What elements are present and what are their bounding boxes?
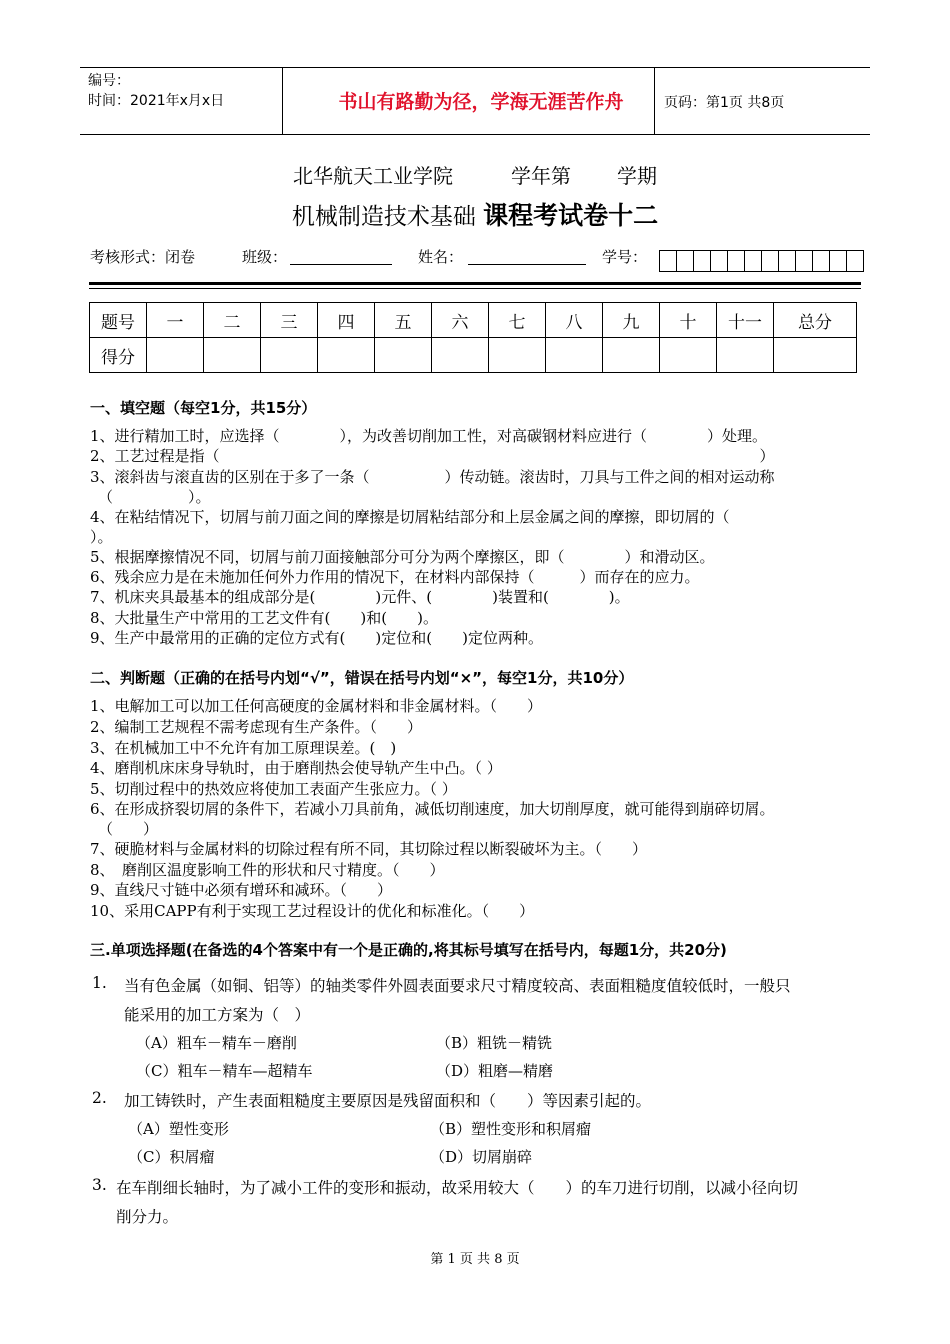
section1-line: 6、残余应力是在未施加任何外力作用的情况下，在材料内部保持（ ）而存在的应力。	[90, 568, 700, 586]
section1-line: 3、滚斜齿与滚直齿的区别在于多了一条（ ）传动链。滚齿时，刀具与工件之间的相对运动称	[90, 468, 775, 486]
term: 学期	[617, 164, 657, 188]
header-divider-left	[282, 67, 283, 135]
score-cell[interactable]	[489, 338, 546, 373]
exam-title-line1	[0, 160, 950, 189]
question1-option-d: （D）粗磨—精磨	[436, 1062, 554, 1080]
thin-divider	[89, 288, 861, 289]
section2-line: 10、采用CAPP有利于实现工艺过程设计的优化和标准化。（ ）	[90, 902, 535, 920]
score-header-cell: 三	[261, 303, 318, 338]
score-cell[interactable]	[147, 338, 204, 373]
score-header-cell: 十一	[717, 303, 774, 338]
question1-text: 当有色金属（如铜、铝等）的轴类零件外圆表面要求尺寸精度较高、表面粗糙度值较低时，一般只	[124, 977, 791, 995]
section2-line: 6、在形成挤裂切屑的条件下，若减小刀具前角，减低切削速度，加大切削厚度，就可能得到崩碎切屑。	[90, 800, 775, 818]
section2-title: 二、判断题（正确的在括号内划“√”，错误在括号内划“×”，每空1分，共10分）	[90, 669, 634, 687]
score-header-cell: 八	[546, 303, 603, 338]
document-header	[80, 67, 870, 135]
question2-option-c: （C）积屑瘤	[128, 1148, 215, 1166]
exam-form: 考核形式：闭卷	[90, 248, 196, 266]
section2-line: 9、直线尺寸链中必须有增环和减环。（ ）	[90, 881, 393, 899]
question3-text: 在车削细长轴时，为了减小工件的变形和振动，故采用较大（ ）的车刀进行切削，以减小径向切	[116, 1179, 799, 1197]
section1-line: 9、生产中最常用的正确的定位方式有( )定位和( )定位两种。	[90, 629, 543, 647]
score-table-score-row	[90, 338, 857, 373]
section1-line: ）。	[90, 528, 113, 546]
class-label: 班级：	[242, 248, 288, 266]
question2-option-d: （D）切屑崩碎	[430, 1148, 533, 1166]
section1-line: 4、在粘结情况下，切屑与前刀面之间的摩擦是切屑粘结部分和上层金属之间的摩擦，即切屑的（	[90, 508, 730, 526]
section1-line: 2、工艺过程是指（ ）	[90, 447, 775, 465]
section2-line: 7、硬脆材料与金属材料的切除过程有所不同，其切除过程以断裂破坏为主。（ ）	[90, 840, 648, 858]
section3-title: 三.单项选择题(在备选的4个答案中有一个是正确的,将其标号填写在括号内，每题1分，共20分)	[90, 941, 727, 959]
section1-line: 8、大批量生产中常用的工艺文件有( )和( )。	[90, 609, 438, 627]
header-motto: 书山有路勤为径，学海无涯苦作舟	[338, 91, 624, 113]
score-cell[interactable]	[432, 338, 489, 373]
score-header-cell: 九	[603, 303, 660, 338]
question1-option-c: （C）粗车－精车—超精车	[136, 1062, 313, 1080]
score-header-cell: 七	[489, 303, 546, 338]
section1-line: 7、机床夹具最基本的组成部分是( )元件、( )装置和( )。	[90, 588, 630, 606]
score-header-cell: 总分	[774, 303, 857, 338]
score-cell[interactable]	[204, 338, 261, 373]
question1-text-cont: 能采用的加工方案为（ ）	[124, 1006, 311, 1024]
score-header-cell: 四	[318, 303, 375, 338]
student-info-row	[90, 246, 870, 272]
page-footer: 第 1 页 共 8 页	[430, 1252, 520, 1267]
thick-divider	[89, 282, 861, 285]
question2-option-a: （A）塑性变形	[128, 1120, 229, 1138]
score-cell[interactable]	[546, 338, 603, 373]
section2-line: 4、磨削机床床身导轨时，由于磨削热会使导轨产生中凸。（ ）	[90, 759, 502, 777]
name-label: 姓名：	[418, 248, 464, 266]
exam-name: 课程考试卷十二	[483, 201, 659, 230]
section2-line: （ ）	[98, 820, 159, 838]
score-header-cell: 六	[432, 303, 489, 338]
exam-title-line2	[0, 196, 950, 232]
score-cell[interactable]	[717, 338, 774, 373]
score-header-cell: 一	[147, 303, 204, 338]
question2-number: 2.	[92, 1089, 107, 1107]
score-header-cell: 五	[375, 303, 432, 338]
section2-line: 2、编制工艺规程不需考虑现有生产条件。（ ）	[90, 718, 423, 736]
section1-line: 5、根据摩擦情况不同，切屑与前刀面接触部分可分为两个摩擦区，即（ ）和滑动区。	[90, 548, 715, 566]
number-label: 编号：	[88, 73, 130, 89]
section1-line: 1、进行精加工时，应选择（ ），为改善切削加工性，对高碳钢材料应进行（ ）处理。	[90, 427, 768, 445]
section2-line: 3、在机械加工中不允许有加工原理误差。( )	[90, 739, 397, 757]
course-name: 机械制造技术基础	[291, 204, 476, 230]
question3-text-cont: 削分力。	[116, 1208, 179, 1226]
header-page-label: 页码：第1页 共8页	[664, 95, 785, 111]
section1-title: 一、填空题（每空1分，共15分）	[90, 399, 317, 417]
score-cell[interactable]	[375, 338, 432, 373]
class-field[interactable]	[290, 264, 392, 265]
student-id-boxes[interactable]	[660, 250, 864, 272]
score-table-header-row	[90, 303, 857, 338]
score-cell[interactable]	[318, 338, 375, 373]
score-header-cell: 题号	[90, 303, 147, 338]
question1-option-a: （A）粗车－精车－磨削	[136, 1034, 297, 1052]
question2-option-b: （B）塑性变形和积屑瘤	[430, 1120, 592, 1138]
question1-option-b: （B）粗铣－精铣	[436, 1034, 553, 1052]
score-row-label: 得分	[90, 338, 147, 373]
student-id-label: 学号：	[602, 248, 648, 266]
section1-line: （ ）。	[98, 488, 211, 506]
school-name: 北华航天工业学院	[293, 164, 453, 188]
section2-line: 5、切削过程中的热效应将使加工表面产生张应力。（ ）	[90, 780, 457, 798]
score-cell[interactable]	[603, 338, 660, 373]
header-meta	[88, 71, 224, 111]
score-header-cell: 十	[660, 303, 717, 338]
score-header-cell: 二	[204, 303, 261, 338]
section2-line: 1、电解加工可以加工任何高硬度的金属材料和非金属材料。（ ）	[90, 697, 543, 715]
score-cell[interactable]	[774, 338, 857, 373]
name-field[interactable]	[468, 264, 586, 265]
time-label: 时间：2021年x月x日	[88, 93, 225, 109]
score-table	[89, 302, 857, 373]
question2-text: 加工铸铁时，产生表面粗糙度主要原因是残留面积和（ ）等因素引起的。	[124, 1092, 652, 1110]
score-cell[interactable]	[261, 338, 318, 373]
question3-number: 3.	[92, 1176, 107, 1194]
academic-year: 学年第	[511, 164, 571, 188]
question1-number: 1.	[92, 974, 107, 992]
section2-line: 8、 磨削区温度影响工件的形状和尺寸精度。（ ）	[90, 861, 445, 879]
score-cell[interactable]	[660, 338, 717, 373]
